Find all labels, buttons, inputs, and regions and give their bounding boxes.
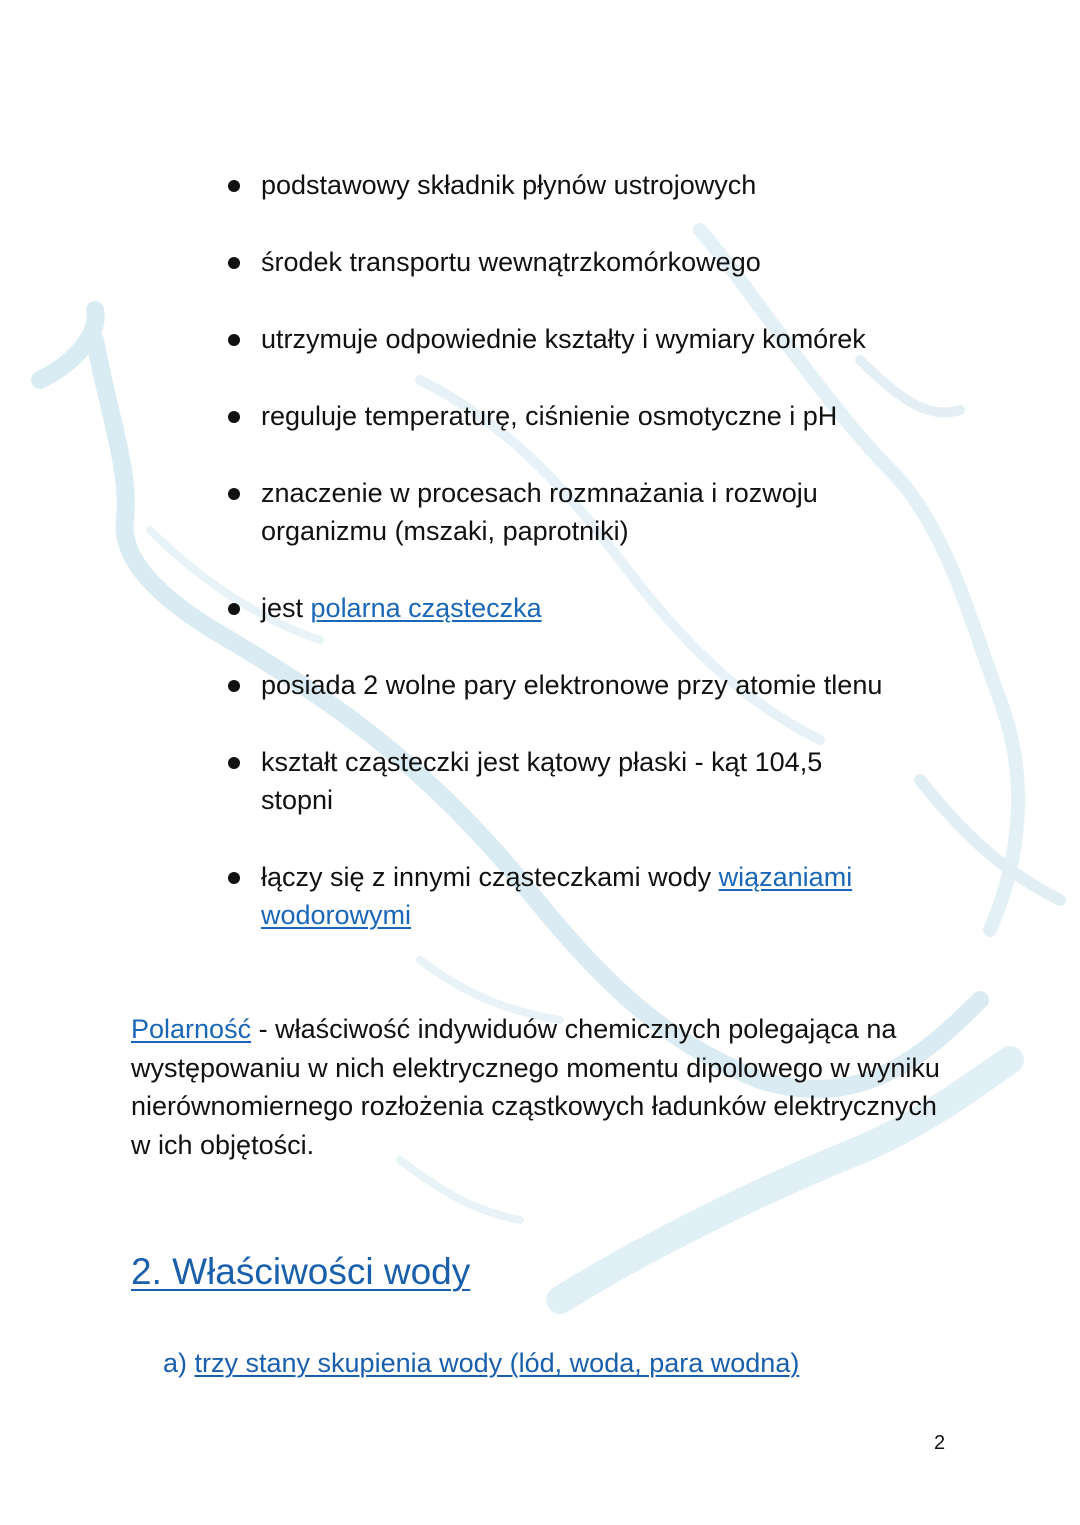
- bullet-icon: [228, 180, 240, 192]
- polarity-term-link[interactable]: Polarność: [131, 1014, 252, 1044]
- subsection-heading: a) trzy stany skupienia wody (lód, woda, para wodna): [163, 1348, 800, 1378]
- subsection-title-link[interactable]: trzy stany skupienia wody (lód, woda, para wodna): [194, 1348, 800, 1378]
- polar-molecule-link[interactable]: polarna cząsteczka: [310, 593, 542, 623]
- list-item: posiada 2 wolne pary elektronowe przy atomie tlenu: [226, 666, 946, 704]
- section-heading[interactable]: 2. Właściwości wody: [131, 1251, 471, 1292]
- bullet-icon: [228, 872, 240, 884]
- bullet-icon: [228, 603, 240, 615]
- bullet-icon: [228, 488, 240, 500]
- bullet-icon: [228, 757, 240, 769]
- list-item: kształt cząsteczki jest kątowy płaski - kąt 104,5 stopni: [226, 743, 881, 819]
- bullet-icon: [228, 411, 240, 423]
- list-item: środek transportu wewnątrzkomórkowego: [226, 243, 946, 281]
- polarity-definition: Polarność - właściwość indywiduów chemicznych polegająca na występowaniu w nich elektrycznego momentu dipolowego w wyniku nierównomiernego rozłożenia cząstkowych ładunków elektrycznych w ich objętości.: [131, 1014, 940, 1160]
- bullet-icon: [228, 680, 240, 692]
- bullet-icon: [228, 334, 240, 346]
- list-item: podstawowy składnik płynów ustrojowych: [226, 166, 946, 204]
- list-item: łączy się z innymi cząsteczkami wody wiązaniami wodorowymi: [226, 858, 921, 934]
- list-item: znaczenie w procesach rozmnażania i rozwoju organizmu (mszaki, paprotniki): [226, 474, 881, 550]
- page-number: 2: [934, 1432, 946, 1454]
- list-item: utrzymuje odpowiednie kształty i wymiary komórek: [226, 320, 946, 358]
- list-item: jest polarna cząsteczka: [226, 589, 946, 627]
- bullet-icon: [228, 257, 240, 269]
- hydrogen-bonds-link[interactable]: wiązaniami wodorowymi: [261, 862, 853, 930]
- water-functions-list: [226, 166, 946, 973]
- list-item: reguluje temperaturę, ciśnienie osmotyczne i pH: [226, 397, 946, 435]
